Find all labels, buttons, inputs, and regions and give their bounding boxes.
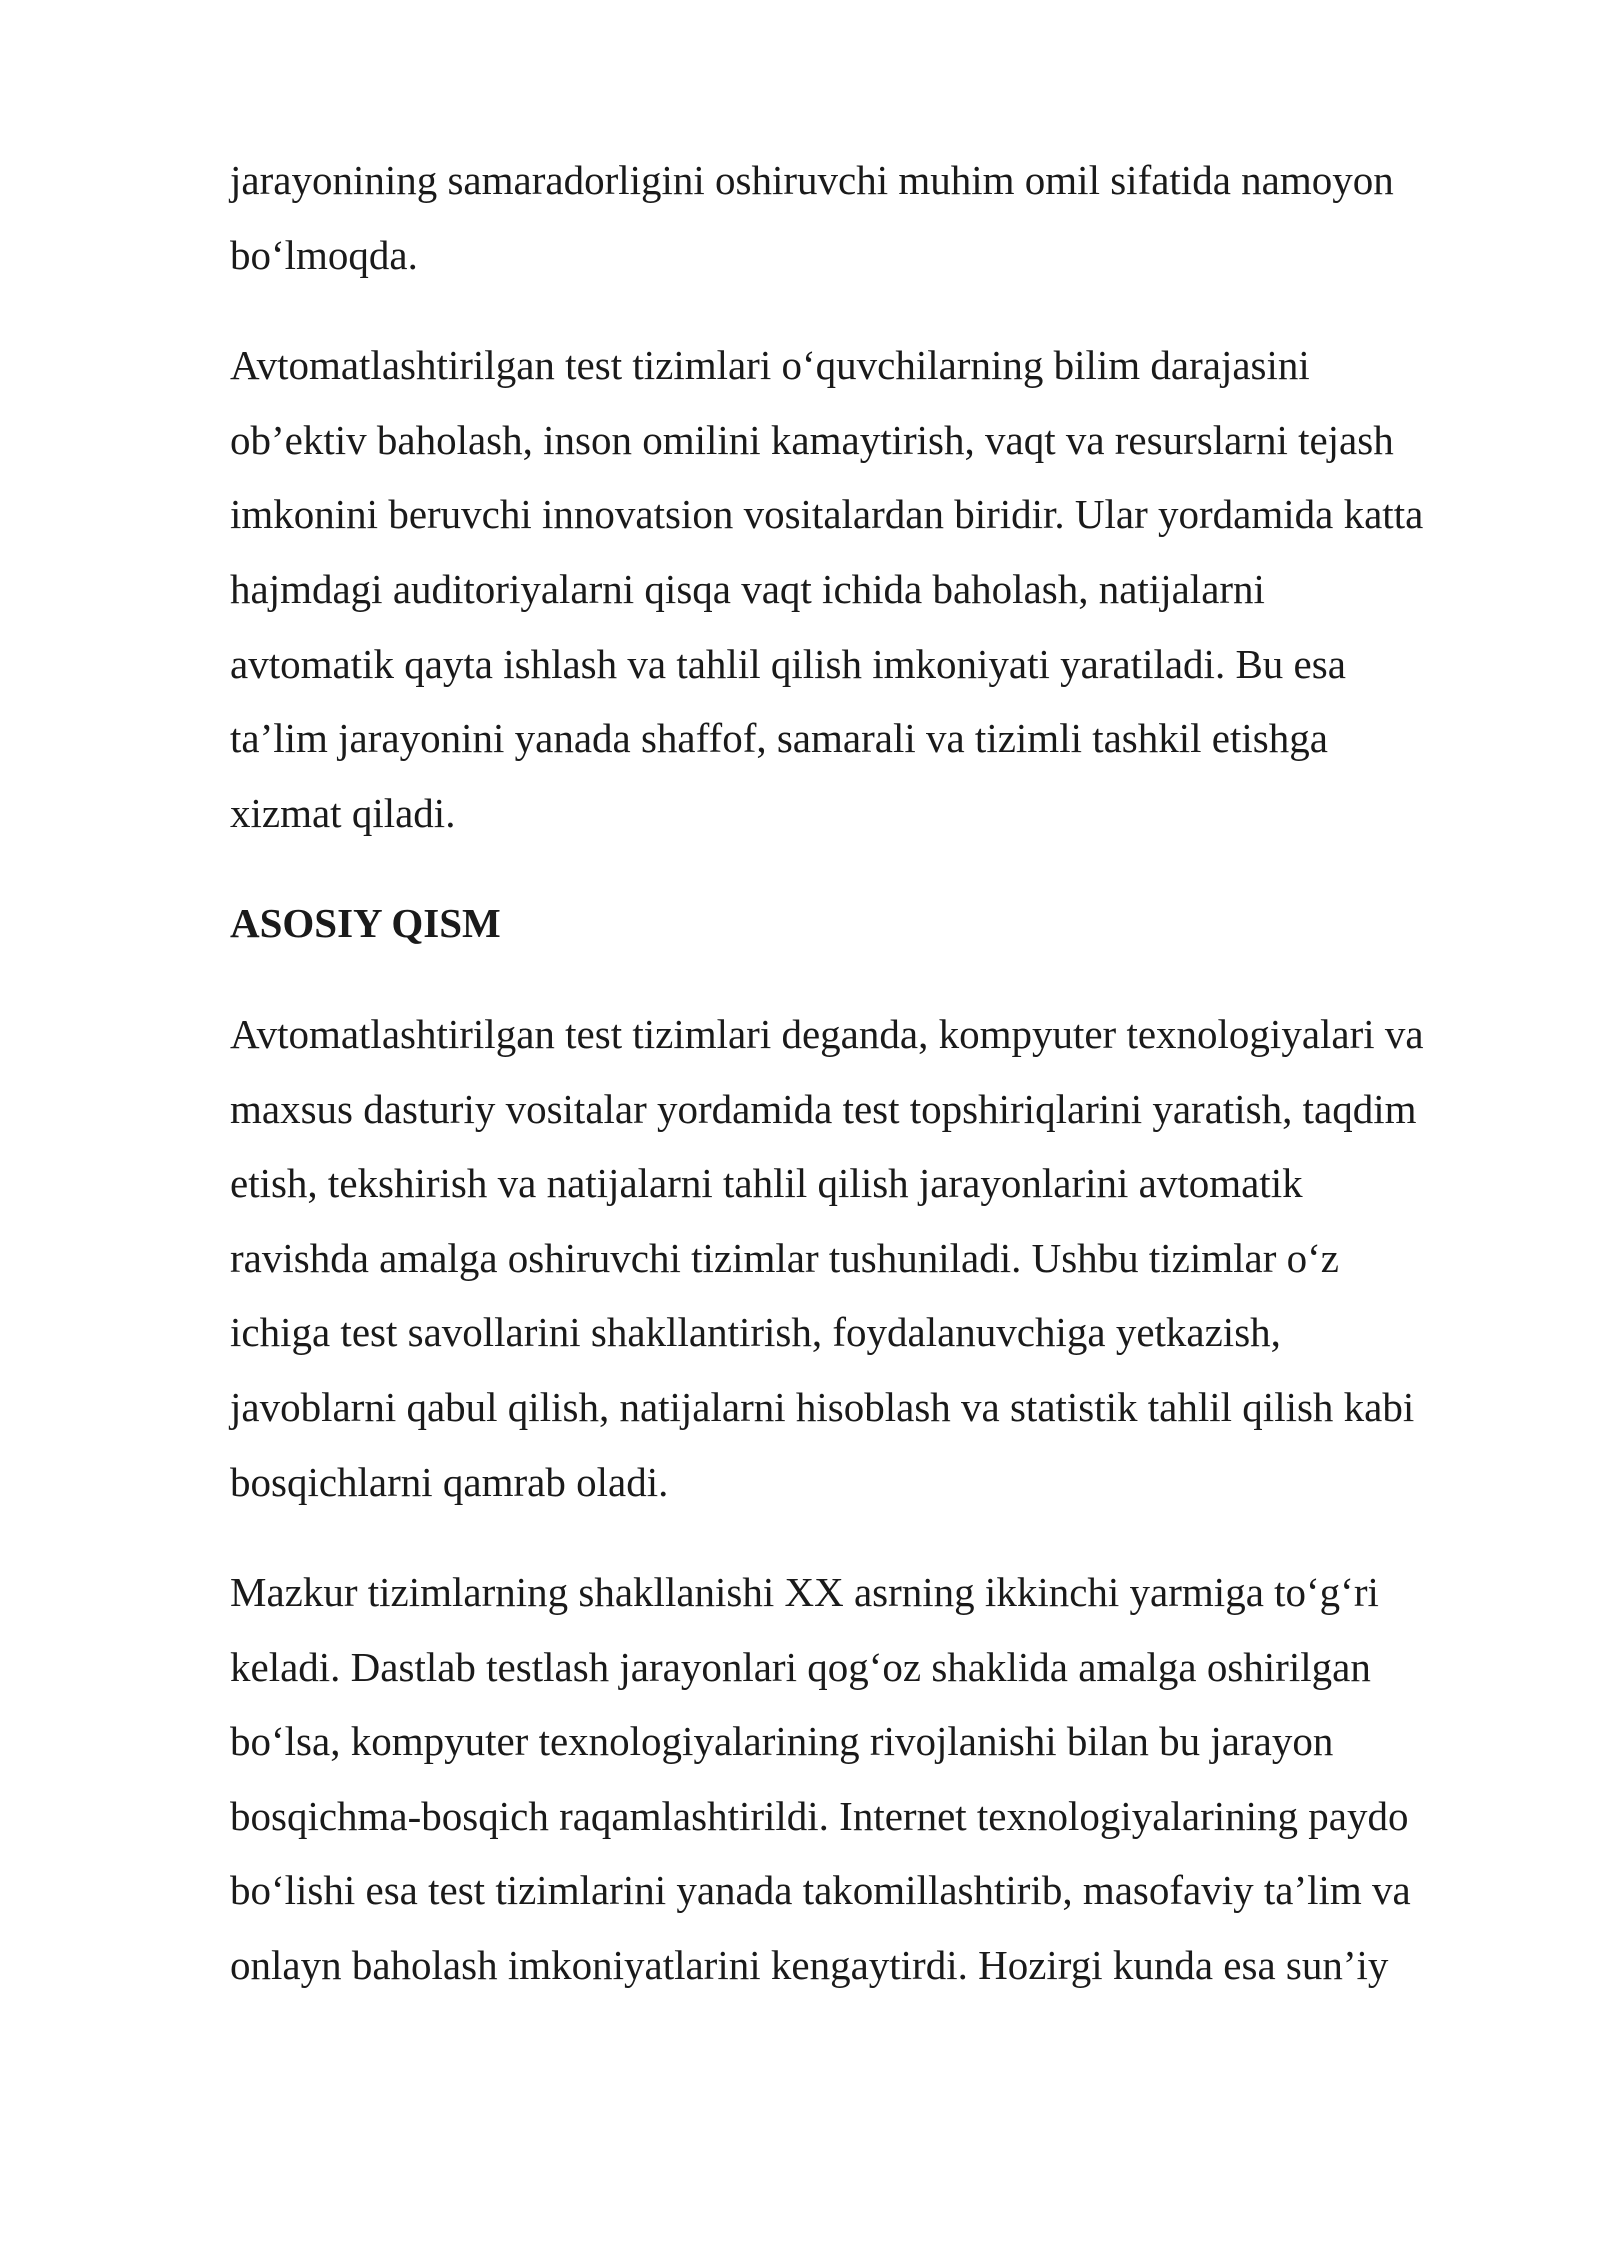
- text-line: Mazkur tizimlarning shakllanishi XX asrning ikkinchi yarmiga to‘g‘ri: [230, 1569, 1379, 1616]
- text-line: keladi. Dastlab testlash jarayonlari qog‘oz shaklida amalga oshirilgan: [230, 1643, 1371, 1690]
- text-line: jarayonining samaradorligini oshiruvchi muhim omil sifatida namoyon: [230, 157, 1394, 203]
- paragraph-intro-continuation: [230, 150, 1510, 299]
- text-line: Avtomatlashtirilgan test tizimlari o‘quvchilarning bilim darajasini: [230, 342, 1310, 389]
- text-line: xizmat qiladi.: [230, 789, 456, 836]
- text-line: javoblarni qabul qilish, natijalarni hisoblash va statistik tahlil qilish kabi: [230, 1383, 1415, 1430]
- text-line: maxsus dasturiy vositalar yordamida test topshiriqlarini yaratish, taqdim: [230, 1085, 1417, 1132]
- text-line: bo‘lishi esa test tizimlarini yanada takomillashtirib, masofaviy ta’lim va: [230, 1867, 1411, 1914]
- section-heading: ASOSIY QISM: [230, 900, 501, 947]
- text-line: avtomatik qayta ishlash va tahlil qilish imkoniyati yaratiladi. Bu esa: [230, 640, 1346, 687]
- text-line: ta’lim jarayonini yanada shaffof, samarali va tizimli tashkil etishga: [230, 715, 1328, 762]
- text-line: ichiga test savollarini shakllantirish, foydalanuvchiga yetkazish,: [230, 1309, 1281, 1356]
- paragraph-history: [230, 1562, 1510, 2010]
- text-line: imkonini beruvchi innovatsion vositalardan biridir. Ular yordamida katta: [230, 491, 1424, 538]
- document-page: [230, 150, 1510, 2046]
- text-line: etish, tekshirish va natijalarni tahlil qilish jarayonlarini avtomatik: [230, 1160, 1303, 1207]
- paragraph-automated-test-systems: [230, 335, 1510, 857]
- text-line: onlayn baholash imkoniyatlarini kengaytirdi. Hozirgi kunda esa sun’iy: [230, 1942, 1389, 1989]
- text-line: bo‘lsa, kompyuter texnologiyalarining rivojlanishi bilan bu jarayon: [230, 1718, 1334, 1765]
- text-line: bosqichma-bosqich raqamlashtirildi. Internet texnologiyalarining paydo: [230, 1792, 1409, 1839]
- text-line: ravishda amalga oshiruvchi tizimlar tushuniladi. Ushbu tizimlar o‘z: [230, 1234, 1340, 1281]
- text-line: bo‘lmoqda.: [230, 231, 418, 278]
- text-line: bosqichlarni qamrab oladi.: [230, 1458, 669, 1505]
- text-line: Avtomatlashtirilgan test tizimlari deganda, kompyuter texnologiyalari va: [230, 1010, 1424, 1057]
- text-line: hajmdagi auditoriyalarni qisqa vaqt ichida baholash, natijalarni: [230, 565, 1265, 612]
- text-line: ob’ektiv baholash, inson omilini kamaytirish, vaqt va resurslarni tejash: [230, 416, 1394, 463]
- paragraph-definition: [230, 1004, 1510, 1526]
